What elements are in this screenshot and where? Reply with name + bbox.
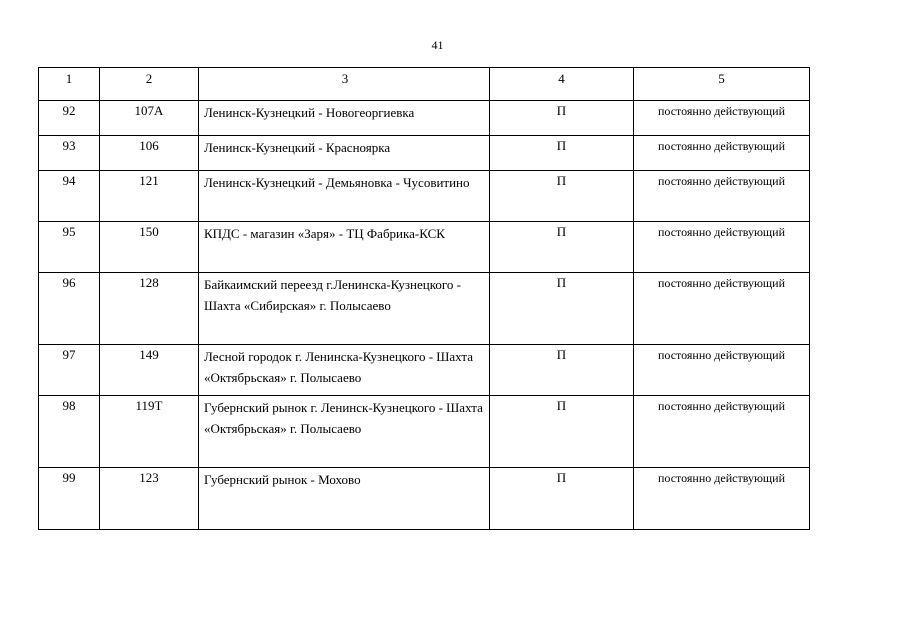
route-mode [634,222,810,273]
header-col-4: 4 [490,68,634,101]
route-name [199,222,490,273]
table-row [39,101,810,136]
route-mode [634,345,810,396]
route-name-text: Губернский рынок г. Ленинск-Кузнецкого - Шахта «Октябрьская» г. Полысаево [204,400,483,436]
route-mode-text: постоянно действующий [658,348,785,362]
route-type: П [490,345,634,396]
route-type: П [490,222,634,273]
route-number: 149 [100,345,199,396]
header-col-1: 1 [39,68,100,101]
table-row [39,345,810,396]
route-mode-text: постоянно действующий [658,104,785,118]
route-type: П [490,136,634,171]
table-row [39,468,810,530]
route-mode-text: постоянно действующий [658,276,785,290]
route-name-text: Ленинск-Кузнецкий - Демьяновка - Чусовитино [204,175,470,190]
route-type: П [490,101,634,136]
route-name-text: Губернский рынок - Мохово [204,472,361,487]
route-number: 121 [100,171,199,222]
row-number: 96 [39,273,100,345]
row-number: 99 [39,468,100,530]
route-name-text: Ленинск-Кузнецкий - Новогеоргиевка [204,105,415,120]
route-mode-text: постоянно действующий [658,399,785,413]
route-mode [634,273,810,345]
route-name-text: Байкаимский переезд г.Ленинска-Кузнецкого - Шахта «Сибирская» г. Полысаево [204,277,461,313]
table-row [39,136,810,171]
route-name [199,101,490,136]
route-name [199,396,490,468]
route-name-text: Лесной городок г. Ленинска-Кузнецкого - Шахта «Октябрьская» г. Полысаево [204,349,473,385]
header-col-3: 3 [199,68,490,101]
route-name [199,273,490,345]
route-name [199,171,490,222]
route-number: 150 [100,222,199,273]
table-row [39,396,810,468]
row-number: 95 [39,222,100,273]
table-row [39,171,810,222]
route-number: 128 [100,273,199,345]
route-number: 119Т [100,396,199,468]
header-col-2: 2 [100,68,199,101]
route-type: П [490,273,634,345]
route-name [199,136,490,171]
route-mode [634,101,810,136]
route-name [199,345,490,396]
header-col-5: 5 [634,68,810,101]
route-mode-text: постоянно действующий [658,471,785,485]
table-row [39,273,810,345]
routes-table [38,67,810,530]
route-mode-text: постоянно действующий [658,139,785,153]
route-mode-text: постоянно действующий [658,174,785,188]
table-row [39,222,810,273]
page-number: 41 [431,38,444,52]
route-mode [634,396,810,468]
row-number: 94 [39,171,100,222]
row-number: 92 [39,101,100,136]
row-number: 98 [39,396,100,468]
route-type: П [490,396,634,468]
route-name-text: КПДС - магазин «Заря» - ТЦ Фабрика-КСК [204,226,445,241]
route-mode-text: постоянно действующий [658,225,785,239]
route-mode [634,171,810,222]
route-mode [634,468,810,530]
row-number: 93 [39,136,100,171]
route-number: 106 [100,136,199,171]
row-number: 97 [39,345,100,396]
route-name-text: Ленинск-Кузнецкий - Красноярка [204,140,391,155]
route-mode [634,136,810,171]
route-number: 107А [100,101,199,136]
route-number: 123 [100,468,199,530]
route-type: П [490,468,634,530]
table-header-row [39,68,810,101]
route-name [199,468,490,530]
route-type: П [490,171,634,222]
